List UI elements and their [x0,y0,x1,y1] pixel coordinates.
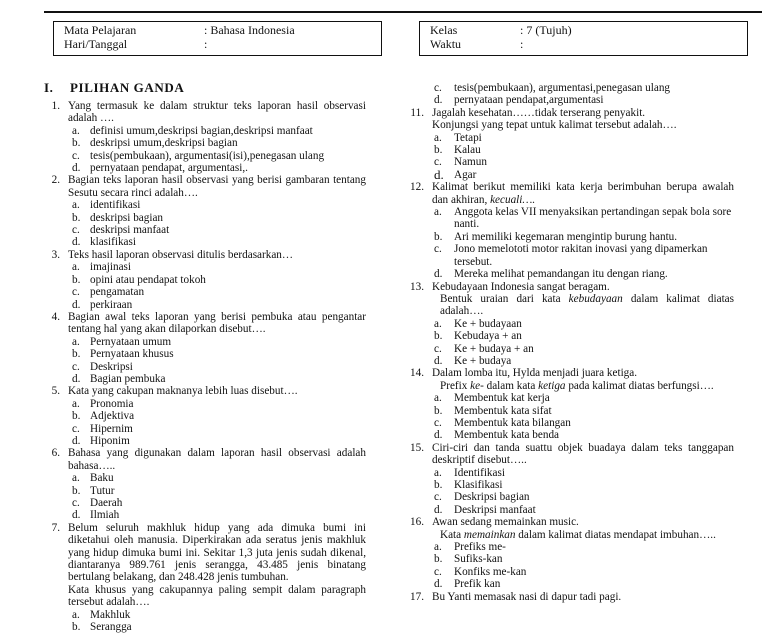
option-item[interactable] [68,509,366,521]
option-letter: a. [72,472,80,485]
option-text: Deskripsi manfaat [454,503,536,516]
option-letter: d. [434,503,443,516]
question-text-main: Awan sedang memainkan music. [432,516,579,529]
option-item[interactable] [432,166,734,182]
option-letter: d. [72,434,81,447]
date-value: : [204,37,208,51]
option-text: Ke + budayaan [454,317,522,330]
option-item[interactable] [68,274,366,286]
option-item[interactable] [68,150,366,162]
option-text: Prefiks me- [454,541,506,554]
option-letter: b. [434,404,443,417]
question-text [68,100,366,125]
question-text [68,522,366,584]
option-text: pernyataan pendapat, argumentasi,. [90,162,248,175]
question-text-main: Kebudayaan Indonesia sangat beragam. [432,280,610,293]
option-item[interactable] [432,343,734,355]
option-letter: c. [434,491,442,504]
question-text [432,591,734,603]
option-item[interactable] [68,361,366,373]
option-letter: c. [434,243,442,256]
option-item[interactable] [68,472,366,484]
top-rule [44,11,762,13]
option-text: identifikasi [90,199,141,212]
option-letter: a. [72,124,80,137]
option-letter: c. [72,422,80,435]
option-text: Hiponim [90,434,130,447]
question-number: 17. [410,590,424,603]
question-text [432,442,734,467]
question-text [432,281,734,293]
class-value: : 7 (Tujuh) [520,23,572,37]
header-right-box [419,21,748,56]
option-item[interactable] [68,435,366,447]
question-item [410,181,734,280]
option-list [432,392,734,442]
question-text-main: Bu Yanti memasak nasi di dapur tadi pagi. [432,590,622,603]
option-letter: d. [72,509,81,522]
option-letter: b. [434,553,443,566]
question-item [44,174,366,248]
option-letter: c. [434,82,442,94]
option-item[interactable] [68,236,366,248]
question-text [432,181,734,206]
option-text: Makhluk [90,608,131,621]
question-item [44,100,366,174]
option-text: Namun [454,156,487,169]
question-text [432,516,734,528]
question-number: 11. [410,106,424,119]
option-item[interactable] [432,491,734,503]
question-fragment: dalam kalimat diatas adalah…. [440,292,734,318]
option-list [68,609,366,633]
question-item [410,516,734,590]
option-text: Ke + budaya + an [454,342,534,355]
option-letter: a. [72,608,80,621]
question-item [410,442,734,516]
option-letter: c. [434,416,442,429]
question-fragment: Kata [440,528,462,541]
option-item[interactable] [68,348,366,360]
question-item [410,367,734,441]
question-text-emphasis: kecuali…. [490,193,536,206]
option-text: deskripsi bagian [90,211,164,224]
option-text: Membentuk kata sifat [454,404,552,417]
question-item [44,447,366,521]
option-text: definisi umum,deskripsi bagian,deskripsi manfaat [90,124,313,137]
option-item[interactable] [432,504,734,516]
question-item [44,311,366,385]
option-letter: d. [72,236,81,249]
section-heading [44,82,366,100]
option-text: Adjektiva [90,410,135,423]
question-fragment: Prefix [440,379,468,392]
right-question-list [410,82,734,603]
option-text: Kebudaya + an [454,330,522,343]
option-letter: c. [72,497,80,509]
option-letter: b. [72,273,81,286]
option-item[interactable] [432,243,734,268]
right-column [410,82,734,603]
option-letter: d. [434,429,443,442]
option-letter: a. [72,261,80,274]
option-item[interactable] [68,609,366,621]
option-item[interactable] [68,423,366,435]
option-list [68,261,366,311]
question-number: 16. [410,516,424,529]
left-column [44,82,366,633]
left-question-list [44,100,366,633]
question-fragment: dalam kalimat diatas mendapat imbuhan….. [518,528,716,541]
option-item[interactable] [432,417,734,429]
option-item[interactable] [68,398,366,410]
question-text-secondary: Kata khusus yang cakupannya paling sempit dalam paragraph tersebut adalah…. [68,583,366,609]
question-text [68,447,366,472]
option-text: Ari memiliki kegemaran mengintip burung hantu. [454,230,678,243]
option-item[interactable] [432,231,734,243]
section-title: PILIHAN GANDA [70,80,185,95]
option-letter: a. [72,397,80,410]
subject-label: Mata Pelajaran [64,23,137,37]
option-letter: b. [72,137,81,150]
option-letter: d. [72,298,81,311]
option-list [68,472,366,522]
option-letter: a. [434,131,442,144]
option-text: deskripsi umum,deskripsi bagian [90,137,238,150]
option-text: Tetapi [454,131,482,144]
question-text-main: Kalimat berikut memiliki kata kerja berimbuhan berupa awalah dan akhiran, [432,181,734,206]
question-item [44,385,366,447]
option-text: Pernyataan khusus [90,348,174,361]
option-text: Deskripsi [90,360,133,373]
option-letter: c. [72,149,80,162]
option-item[interactable] [432,94,734,106]
option-text: Prefik kan [454,578,501,591]
option-text: tesis(pembukaan), argumentasi,penegasan ulang [454,82,671,94]
option-item[interactable] [68,373,366,385]
option-item[interactable] [68,621,366,633]
option-text: Mereka melihat pemandangan itu dengan riang. [454,268,668,281]
question-text [68,385,366,397]
question-text [432,367,734,379]
option-letter: a. [434,392,442,405]
option-text: Serangga [90,621,132,633]
option-item[interactable] [432,578,734,590]
option-item[interactable] [432,206,734,231]
question-text-main: Teks hasil laporan observasi ditulis berdasarkan… [68,248,294,261]
option-text: Baku [90,472,114,485]
question-number: 12. [410,181,424,194]
option-letter: d. [72,162,81,175]
option-text: Ilmiah [90,509,120,522]
option-text: tesis(pembukaan), argumentasi(isi),penegasan ulang [90,149,325,162]
option-letter: c. [434,565,442,578]
option-text: Sufiks-kan [454,553,503,566]
option-text: Daerah [90,497,123,509]
option-text: klasifikasi [90,236,136,249]
time-value: : [520,37,524,51]
option-letter: c. [434,156,442,169]
option-item[interactable] [68,410,366,422]
option-list [432,318,734,368]
question-item [410,281,734,368]
option-text: Membentuk kata benda [454,429,560,442]
question-text [68,249,366,261]
option-text: Kalau [454,144,481,157]
option-letter: b. [434,230,443,243]
option-text: Jono memelototi motor rakitan inovasi yang dipamerkan tersebut. [454,243,708,268]
option-letter: b. [72,211,81,224]
option-item[interactable] [432,392,734,404]
question-emphasis: kebudayaan [568,292,623,305]
option-text: pernyataan pendapat,argumentasi [454,94,604,107]
option-letter: d. [434,94,443,107]
option-letter: a. [434,466,442,479]
option-letter: c. [72,360,80,373]
option-item[interactable] [68,212,366,224]
question-number: 1. [51,100,60,112]
question-item [410,107,734,181]
question-text-main: Ciri-ciri dan tanda suattu objek buadaya dalam teks tanggapan deskriptif disebut….. [432,441,734,467]
option-text: Tutur [90,484,115,497]
option-letter: a. [434,317,442,330]
question-text-secondary [432,293,734,318]
option-text: Pronomia [90,397,134,410]
option-list [432,132,734,182]
option-list [68,199,366,249]
option-letter: c. [72,286,80,299]
option-text: Identifikasi [454,466,505,479]
question-text-main: Yang termasuk ke dalam struktur teks laporan hasil observasi adalah …. [68,100,366,125]
question-text [68,174,366,199]
option-letter: a. [434,541,442,554]
question-item [410,591,734,603]
question-text [432,107,734,119]
option-text: Membentuk kata bilangan [454,416,571,429]
header-left-box [53,21,382,56]
option-item[interactable] [68,137,366,149]
option-item[interactable] [68,261,366,273]
question-number: 7. [51,521,60,534]
option-item[interactable] [68,224,366,236]
option-item[interactable] [432,355,734,367]
option-text: Membentuk kat kerja [454,392,550,405]
question-text-main: Bahasa yang digunakan dalam laporan hasil observasi adalah bahasa….. [68,447,366,472]
option-text: Pernyataan umum [90,335,172,348]
option-item[interactable] [68,497,366,509]
option-item[interactable] [432,553,734,565]
option-item[interactable] [432,330,734,342]
option-letter: b. [72,621,81,633]
option-list [432,82,734,107]
question-text-secondary: Konjungsi yang tepat untuk kalimat tersebut adalah…. [432,119,677,132]
option-item[interactable] [68,162,366,174]
option-letter: b. [72,348,81,361]
option-item[interactable] [68,199,366,211]
section-number: I. [44,80,54,95]
option-item[interactable] [432,318,734,330]
question-text-main: Dalam lomba itu, Hylda menjadi juara ketiga. [432,367,638,380]
option-item[interactable] [68,485,366,497]
option-list [68,398,366,448]
question-number: 15. [410,441,424,454]
option-item[interactable] [432,156,734,168]
option-text: Klasifikasi [454,479,503,491]
option-item[interactable] [432,144,734,156]
option-item[interactable] [68,286,366,298]
option-text: Anggota kelas VII menyaksikan pertandingan sepak bola sore nanti. [454,206,732,231]
option-text: opini atau pendapat tokoh [90,273,206,286]
question-text-secondary [432,380,734,392]
time-label: Waktu [430,37,462,51]
option-text: deskripsi manfaat [90,224,170,237]
question-emphasis: ketiga [538,379,566,392]
option-letter: b. [72,484,81,497]
question-text [68,311,366,336]
question-number: 2. [51,174,60,187]
option-list [68,125,366,175]
option-text: Deskripsi bagian [454,491,530,504]
option-item[interactable] [432,405,734,417]
option-text: imajinasi [90,261,132,274]
option-list [432,206,734,280]
option-text: Hipernim [90,422,133,435]
option-letter: d. [434,166,444,182]
option-item[interactable] [68,125,366,137]
question-number: 6. [51,447,60,460]
option-item[interactable] [432,429,734,441]
question-text-main: Belum seluruh makhluk hidup yang ada dimuka bumi ini diketahui oleh manusia. Diperkirakan ada seratus jenis makhluk yang hidup dimuka bumi ini. Sekitar 1,3 juta jenis sudah dikenal, diantaranya 989.761 jenis serangga, 43.485 jenis binatang bertulang belakang, dan 248.428 jenis tumbuhan. [68,521,366,584]
question-emphasis: memainkan [463,528,516,541]
option-text: pengamatan [90,286,145,299]
question-text-main: Bagian teks laporan hasil observasi yang berisi gambaran tentang Sesutu secara rinci adalah…. [68,174,366,199]
question-text-main: Kata yang cakupan maknanya lebih luas disebut…. [68,385,298,398]
option-text: Ke + budaya [454,354,512,367]
option-item[interactable] [432,82,734,94]
question-number: 14. [410,367,424,380]
subject-value: : Bahasa Indonesia [204,23,295,37]
question-item [44,249,366,311]
option-item[interactable] [432,268,734,280]
option-text: perkiraan [90,298,133,311]
date-label: Hari/Tanggal [64,37,128,51]
option-letter: b. [434,330,443,343]
option-letter: d. [72,372,81,385]
question-number: 13. [410,280,424,293]
option-item[interactable] [68,336,366,348]
option-list [68,336,366,386]
option-letter: b. [434,479,443,491]
option-text: Agar [454,168,477,181]
option-letter: d. [434,578,443,591]
option-letter: c. [434,342,442,355]
question-item [410,82,734,107]
question-text-secondary [432,529,734,541]
option-letter: c. [72,224,80,237]
option-item[interactable] [432,479,734,491]
option-list [432,467,734,517]
question-fragment: Bentuk uraian dari kata [440,292,561,305]
option-item[interactable] [432,566,734,578]
class-label: Kelas [430,23,458,37]
option-text: Bagian pembuka [90,372,166,385]
option-letter: a. [72,199,80,212]
option-letter: a. [434,206,442,219]
question-text-main: Jagalah kesehatan……tidak terserang penyakit. [432,106,646,119]
question-item [44,522,366,633]
option-item[interactable] [68,299,366,311]
option-item[interactable] [432,467,734,479]
question-text-main: Bagian awal teks laporan yang berisi pembuka atau pengantar tentang hal yang akan dilaporkan disebut…. [68,310,366,336]
option-letter: d. [434,268,443,281]
option-text: Konfiks me-kan [454,565,527,578]
question-fragment: pada kalimat diatas berfungsi…. [568,379,714,392]
option-item[interactable] [432,132,734,144]
question-number: 3. [51,248,60,261]
question-number: 5. [51,385,60,398]
option-item[interactable] [432,541,734,553]
question-emphasis: ke- [470,379,484,392]
option-letter: b. [434,144,443,157]
option-letter: b. [72,410,81,423]
option-letter: d. [434,354,443,367]
option-list [432,541,734,591]
option-letter: a. [72,335,80,348]
question-number: 4. [51,310,60,323]
question-fragment: dalam kata [486,379,536,392]
